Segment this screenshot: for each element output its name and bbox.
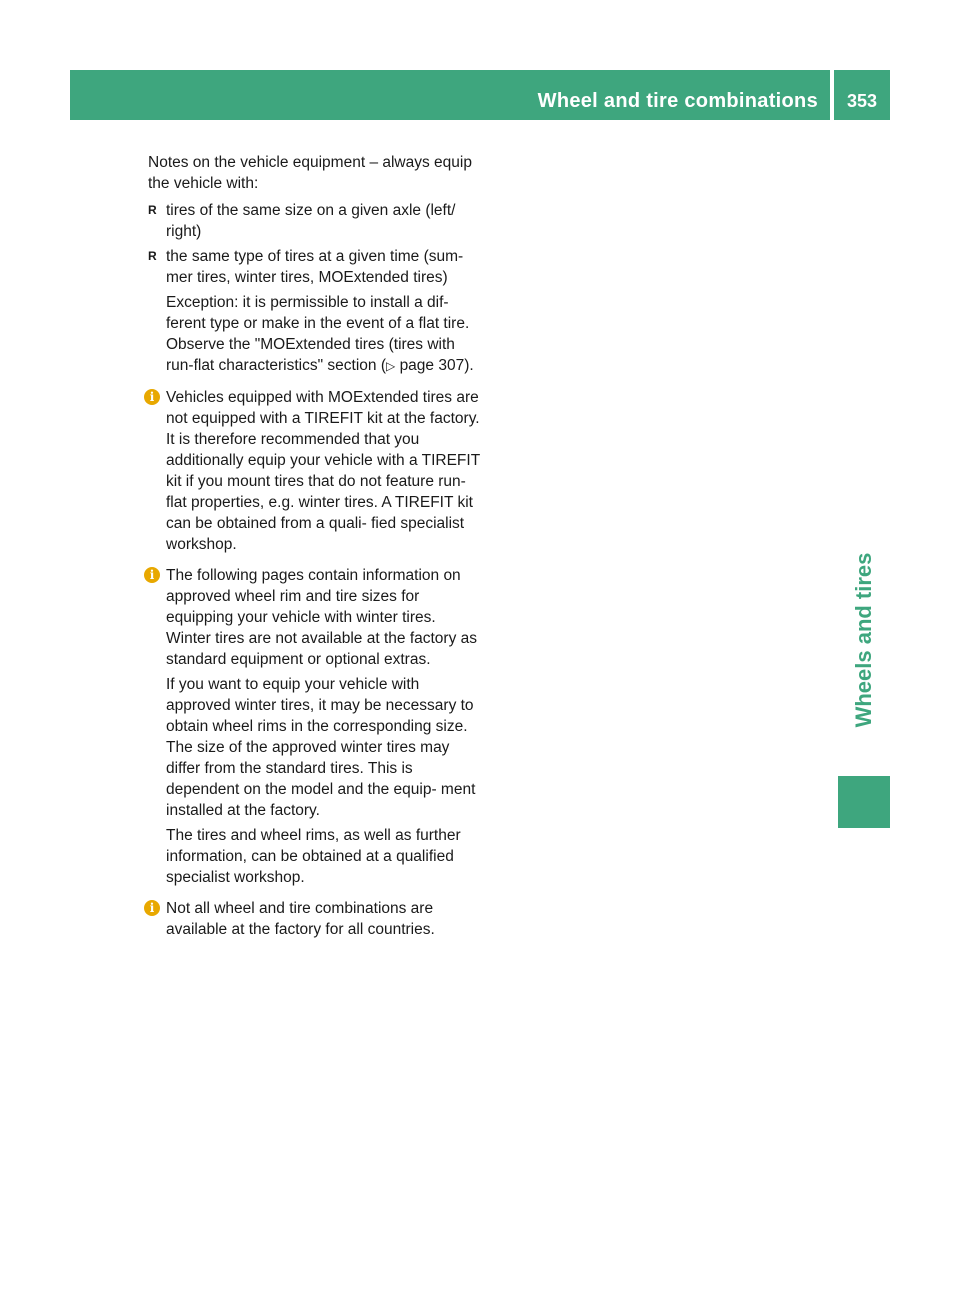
chapter-tab-label: Wheels and tires [851, 552, 876, 728]
list-item-text: tires of the same size on a given axle (left/ right) [166, 202, 456, 240]
arrow-right-icon: ▷ [386, 359, 396, 373]
info-icon: i [144, 389, 160, 405]
info-note [148, 898, 484, 940]
list-item-text: the same type of tires at a given time (sum- mer tires, winter tires, MOExtended tires) [166, 248, 464, 286]
exception-text: Exception: it is permissible to install a dif- ferent type or make in the event of a flat tire. Observe the "MOExtended tires (tires with run-flat characteristics" section [166, 294, 470, 374]
exception-paragraph [148, 292, 484, 377]
page-header [70, 70, 890, 120]
info-note [148, 387, 484, 555]
info-note-paragraph: The tires and wheel rims, as well as further information, can be obtained at a qualified specialist workshop. [166, 827, 461, 886]
bullet-marker: R [148, 249, 157, 263]
chapter-tab [838, 520, 890, 760]
info-note-text: The following pages contain information on approved wheel rim and tire sizes for equipping your vehicle with winter tires. Winter tires are not available at the factory as standard equipment or optional extras. [166, 567, 478, 668]
info-note-text: Not all wheel and tire combinations are available at the factory for all countries. [166, 900, 435, 938]
chapter-marker-block [838, 776, 890, 828]
page-body [148, 152, 484, 940]
info-note-paragraph: If you want to equip your vehicle with approved winter tires, it may be necessary to obtain wheel rims in the corresponding size. The size of the approved winter tires may differ from the standard tires. This is dependent on the model and the equip- ment installed at the factory. [166, 676, 476, 819]
info-note-text: Vehicles equipped with MOExtended tires are not equipped with a TIREFIT kit at the factory. It is therefore recommended that you additionally equip your vehicle with a TIREFIT kit if you mount tires that do not feature run-flat properties, e.g. winter tires. A TIREFIT kit can be obtained from a quali- fied specialist workshop. [166, 389, 480, 553]
info-icon: i [144, 900, 160, 916]
list-item [148, 200, 484, 242]
info-note [148, 565, 484, 670]
list-item [148, 246, 484, 288]
intro-paragraph: Notes on the vehicle equipment – always equip the vehicle with: [148, 154, 472, 192]
bullet-marker: R [148, 203, 157, 217]
page-number: 353 [846, 91, 878, 111]
page-reference[interactable]: (▷ page 307). [380, 357, 474, 374]
section-title: Wheel and tire combinations [537, 90, 818, 112]
info-icon: i [144, 567, 160, 583]
